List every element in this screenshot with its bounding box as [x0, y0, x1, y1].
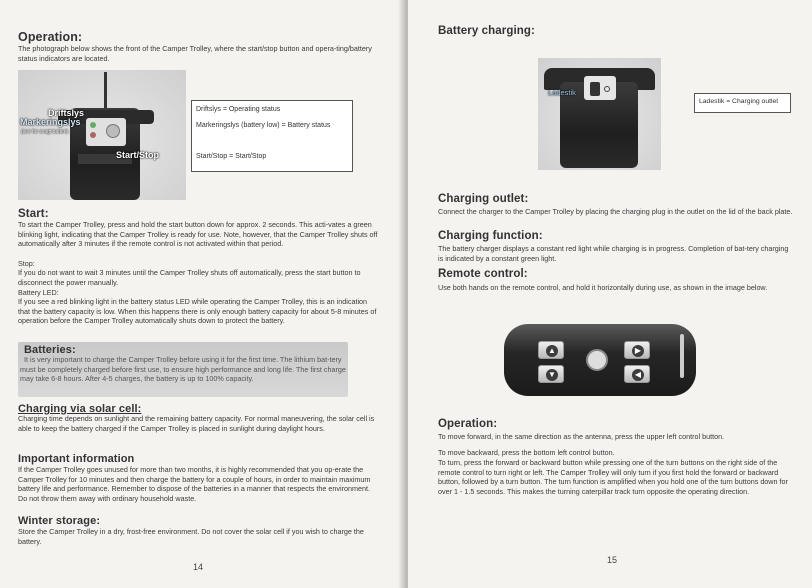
charge-led-icon [604, 86, 610, 92]
important-heading: Important information [18, 453, 135, 465]
charging-legend [694, 93, 791, 113]
operation-right-heading: Operation: [438, 418, 498, 430]
remote-control-heading: Remote control: [438, 268, 528, 280]
start-stop-label: Start/Stop [116, 150, 160, 160]
operation-text2: To move backward, press the bottom left control button. [438, 448, 615, 457]
charging-outlet-icon [590, 82, 600, 96]
legend-driftslys: Driftslys = Operating status [196, 106, 281, 113]
important-text: If the Camper Trolley goes unused for more than two months, it is highly recommended that you op-erate the Camper Trolley for 10 minutes and then charge the battery for a couple of hours, in order to maintain maximum battery life and performance. Remember to dispose of the batteries in a manner that respects the environment. Do not throw them away with ordinary household waste. [18, 465, 371, 503]
left-page [0, 0, 404, 588]
markeringslys-label: Markeringslys [20, 117, 81, 127]
stop-label: Stop: [18, 259, 35, 268]
remote-antenna-icon [680, 334, 684, 378]
remote-control-text: Use both hands on the remote control, and hold it horizontally during use, as shown in the image below. [438, 283, 768, 292]
solar-text: Charging time depends on sunlight and the remaining battery capacity. For normal maneuvering, the solar cell is able to keep the battery charged if the Camper Trolley is placed in sunlight during daylight hours. [18, 414, 375, 433]
turn-left-button [624, 365, 650, 383]
charging-outlet-heading: Charging outlet: [438, 193, 529, 205]
ladestik-label: Ladestik [548, 88, 576, 97]
start-heading: Start: [18, 208, 49, 220]
batteries-heading: Batteries: [24, 344, 76, 356]
battery-led-label: Battery LED: [18, 288, 59, 297]
arrow-left-icon: ◀ [632, 369, 644, 381]
battery-led-icon [90, 132, 96, 138]
batteries-callout [18, 342, 348, 397]
right-page [408, 0, 812, 588]
charging-function-text: The battery charger displays a constant red light while charging is in progress. Completion of bat-tery charging is indicated by a constant green light. [438, 244, 789, 263]
arrow-right-icon: ▶ [632, 345, 644, 357]
operation-text1: To move forward, in the same direction as the antenna, press the upper left control button. [438, 432, 725, 441]
page-number-right: 15 [607, 555, 618, 565]
turn-right-button [624, 341, 650, 359]
legend-ladestik: Ladestik = Charging outlet [699, 98, 779, 105]
stop-text: If you do not want to wait 3 minutes until the Camper Trolley shuts off automatically, press the start button to disconnect the power manually. [18, 268, 361, 287]
solar-heading: Charging via solar cell: [18, 403, 142, 415]
operation-heading: Operation: [18, 30, 83, 44]
charging-function-heading: Charging function: [438, 230, 543, 242]
battery-charging-heading: Battery charging: [438, 25, 535, 37]
page-number-left: 14 [193, 562, 204, 572]
charging-panel [584, 76, 616, 100]
antenna-icon [104, 72, 107, 112]
backward-button [538, 365, 564, 383]
charging-outlet-text: Connect the charger to the Camper Trolley by placing the charging plug in the outlet on the lid of the back plate. [438, 207, 793, 216]
trolley-front-photo [18, 70, 186, 200]
markeringslys-note: (see for svagt batteri) [21, 129, 69, 135]
status-led-icon [90, 122, 96, 128]
winter-text: Store the Camper Trolley in a dry, frost-free environment. Do not cover the solar cell if you wish to charge the battery. [18, 527, 364, 546]
battery-led-text: If you see a red blinking light in the battery status LED while operating the Camper Trolley, this is an indication that the battery capacity is low. When this happens there is only enough battery capacity for about 5-8 minutes of operation before the Camper Trolley automatically shuts down to protect the battery. [18, 297, 377, 326]
operation-text: The photograph below shows the front of the Camper Trolley, where the start/stop button and opera-ting/battery status indicators are located. [18, 44, 372, 63]
driftslys-label: Driftslys [48, 108, 85, 118]
operation-text3: To turn, press the forward or backward button while pressing one of the turn buttons on the right side of the remote control to turn right or left. The Camper Trolley will only turn if you first hold the forward or backward button, followed by a turn button. The turn function is amplified when you hold one of the turn buttons down for over 1 - 1.5 seconds. This makes the turning caterpillar track turn opposite the operating direction. [438, 458, 788, 496]
remote-control-image [504, 324, 696, 396]
arrow-up-icon: ▲ [546, 345, 558, 357]
start-stop-button-icon [106, 124, 120, 138]
legend-markeringslys: Markeringslys (battery low) = Battery status [196, 122, 331, 129]
batteries-text: It is very important to charge the Camper Trolley before using it for the first time. The lithium bat-tery must be completely charged before first use, to ensure high performance and long life. The first charge may take 6-8 hours. After 4-5 charges, the battery is up to 100% capacity. [20, 355, 346, 384]
winter-heading: Winter storage: [18, 515, 101, 527]
center-logo-icon [586, 349, 608, 371]
photo-legend [191, 100, 353, 172]
trolley-back-photo [538, 58, 661, 170]
forward-button [538, 341, 564, 359]
start-text: To start the Camper Trolley, press and hold the start button down for approx. 2 seconds. This acti-vates a green blinking light, indicating that the Camper Trolley is ready for use. Note, however, that the Camper Trolley shuts off automatically after 3 minutes if the remote control is not activated within that period. [18, 220, 378, 249]
legend-start-stop: Start/Stop = Start/Stop [196, 153, 267, 160]
arrow-down-icon: ▼ [546, 369, 558, 381]
